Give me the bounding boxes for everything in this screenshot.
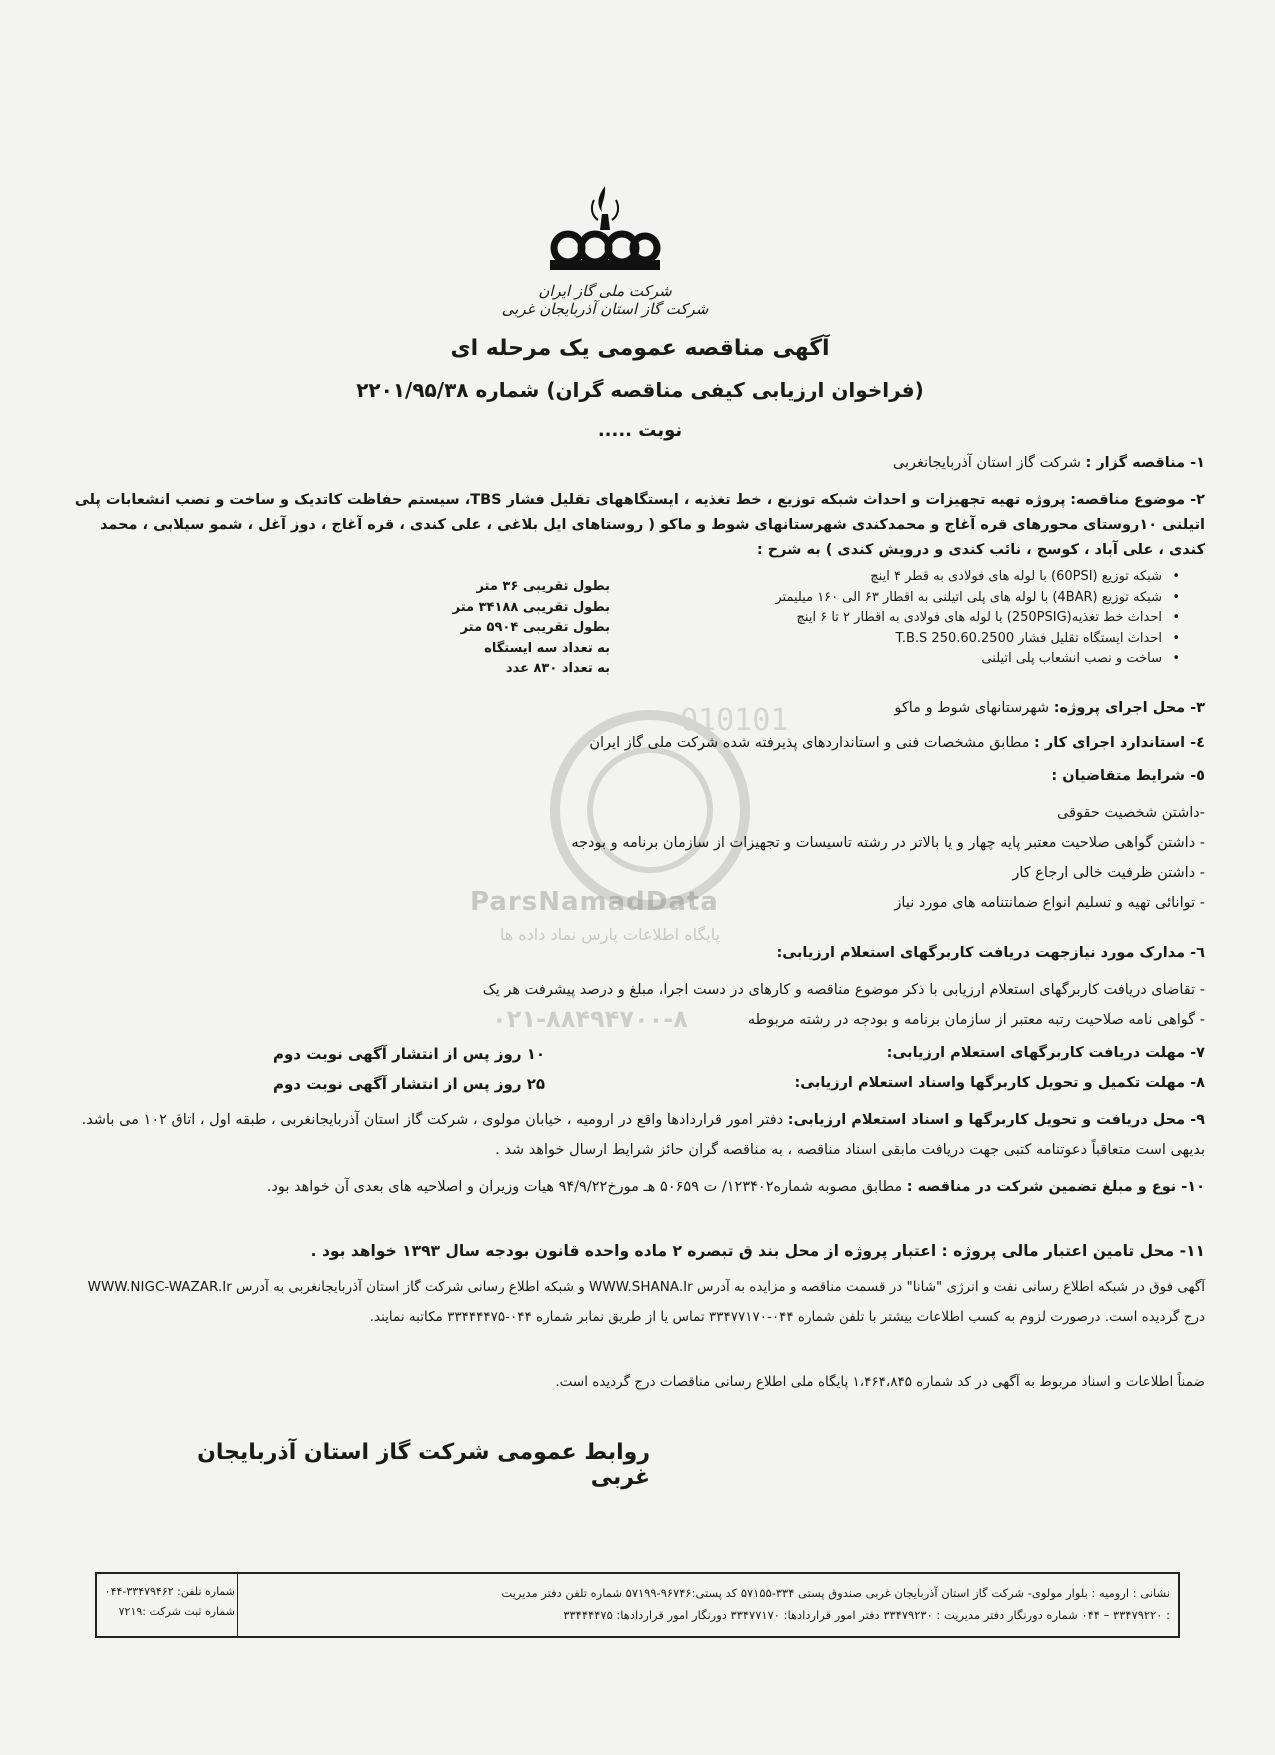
company-script-line2: شرکت گاز استان آذربایجان غربی bbox=[501, 300, 709, 318]
item-2 bbox=[65, 488, 1205, 563]
item-10-text: مطابق مصوبه شماره۱۲۳۴۰۲/ ت ۵۰۶۵۹ هـ مورخ۹۴/۹/۲۲ هیات وزیران و اصلاحیه های بعدی آن خواهد بود. bbox=[266, 1179, 903, 1195]
watermark-phone: ۰۲۱-۸۸۴۹۴۷۰۰-۸ bbox=[492, 1005, 688, 1033]
scope-list bbox=[740, 567, 1180, 670]
footer-contact-box bbox=[95, 1572, 1180, 1638]
scope-amount: به تعداد ۸۳۰ عدد bbox=[505, 661, 610, 676]
footer-company-info bbox=[103, 1582, 235, 1622]
item-3 bbox=[65, 700, 1205, 716]
watermark-subtitle: پایگاه اطلاعات پارس نماد داده ها bbox=[499, 925, 721, 944]
item-7-value: ۱۰ روز پس از انتشار آگهی نوبت دوم bbox=[272, 1045, 545, 1063]
publication-notice: آگهی فوق در شبکه اطلاع رسانی نفت و انرژی "شانا" در قسمت مناقصه و مزایده به آدرس WWW.SHANA.Ir و شبکه اطلاع رسانی شرکت گاز استان آذربایجانغربی به آدرس WWW.NIGC-WAZAR.Ir درج گردیده است. درصورت لزوم به کسب اطلاعات بیشتر با تلفن شماره ۰۴۴-۳۳۴۷۷۱۷۰ تماس یا از طریق نمابر شماره ۰۴۴-۳۳۴۴۴۴۷۵ مکاتبه نمایند. bbox=[87, 1279, 1205, 1325]
watermark-brand: ParsNamadData bbox=[470, 887, 719, 917]
item-8-label: ۸- مهلت تکمیل و تحویل کاربرگها واسناد استعلام ارزیابی: bbox=[794, 1075, 1205, 1091]
item-4 bbox=[65, 735, 1205, 751]
round-label: نوبت ..... bbox=[597, 420, 683, 441]
item-3-text: شهرستانهای شوط و ماکو bbox=[894, 700, 1050, 716]
document-line: - تقاضای دریافت کاربرگهای استعلام ارزیابی با ذکر موضوع مناقصه و کارهای در دست اجرا، مبلغ و درصد پیشرفت هر یک bbox=[482, 982, 1205, 998]
page-subtitle: (فراخوان ارزیابی کیفی مناقصه گران) شماره ۲۲۰۱/۹۵/۳۸ bbox=[356, 378, 924, 402]
footer-phone: شماره تلفن: ۳۳۴۷۹۴۶۲-۰۴۴ bbox=[104, 1585, 235, 1598]
requirement-line: - توانائی تهیه و تسلیم انواع ضمانتنامه های مورد نیاز bbox=[894, 895, 1205, 911]
item-4-label: ٤- استاندارد اجرای کار : bbox=[1034, 735, 1205, 751]
scope-item: • احداث ایستگاه تقلیل فشار T.B.S 250.60.2500 bbox=[740, 629, 1180, 650]
footer-address-line2: : ۳۳۴۷۹۲۲۰ – ۰۴۴ شماره دورنگار دفتر مدیریت : ۳۳۴۷۹۲۳۰ دفتر امور قراردادها: ۳۳۴۷۷۱۷۰ دورنگار امور قراردادها: ۳۳۴۴۴۴۷۵ bbox=[563, 1608, 1170, 1622]
item-6-list bbox=[65, 975, 1205, 1035]
scope-amount: بطول تقریبی ۳۶ متر bbox=[476, 579, 610, 594]
footer-registration: شماره ثبت شرکت :۷۲۱۹ bbox=[118, 1605, 235, 1618]
item-3-label: ۳- محل اجرای پروژه: bbox=[1053, 700, 1205, 716]
publication-notice-2: ضمناً اطلاعات و اسناد مربوط به آگهی در کد شماره ۱،۴۶۴،۸۴۵ پایگاه ملی اطلاع رسانی مناقصات درج گردیده است. bbox=[555, 1374, 1205, 1390]
requirement-line: -داشتن شخصیت حقوقی bbox=[1056, 805, 1205, 821]
item-4-text: مطابق مشخصات فنی و استانداردهای پذیرفته شده شرکت ملی گاز ایران bbox=[589, 735, 1030, 751]
item-9-label: ۹- محل دریافت و تحویل کاربرگها و اسناد استعلام ارزیابی: bbox=[787, 1112, 1205, 1128]
item-2-label: ۲- موضوع مناقصه: bbox=[1070, 492, 1205, 508]
nigc-logo-icon bbox=[540, 178, 670, 288]
scope-item: • ساخت و نصب انشعاب پلی اتیلنی bbox=[740, 649, 1180, 670]
item-6-label bbox=[65, 945, 1205, 961]
item-10-label: ۱۰- نوع و مبلغ تضمین شرکت در مناقصه : bbox=[906, 1179, 1205, 1195]
item-6-label-text: ٦- مدارک مورد نیازجهت دریافت کاربرگهای استعلام ارزیابی: bbox=[776, 945, 1205, 961]
item-9 bbox=[65, 1105, 1205, 1165]
requirement-line: - داشتن گواهی صلاحیت معتبر پایه چهار و یا بالاتر در رشته تاسیسات و تجهیزات از سازمان برنامه و بودجه bbox=[571, 835, 1205, 851]
scope-amount: بطول تقریبی ۵۹۰۴ متر bbox=[460, 620, 610, 635]
item-1-text: شرکت گاز استان آذربایجانغربی bbox=[892, 455, 1081, 471]
item-9-text: دفتر امور قراردادها واقع در ارومیه ، خیابان مولوی ، شرکت گاز استان آذربایجانغربی ، طبقه اول ، اتاق ۱۰۲ می باشد. بدیهی است متعاقباً دعوتنامه کتبی جهت دریافت مابقی اسناد مناقصه ، به مناقصه گران حائز شرایط ارسال خواهد شد . bbox=[81, 1112, 1205, 1158]
scope-amount: به تعداد سه ایستگاه bbox=[484, 640, 610, 656]
item-7-label: ۷- مهلت دریافت کاربرگهای استعلام ارزیابی: bbox=[886, 1045, 1205, 1061]
footer-address bbox=[250, 1582, 1170, 1626]
svg-text:010101: 010101 bbox=[680, 703, 789, 738]
signature-public-relations: روابط عمومی شرکت گاز استان آذربایجان غربی bbox=[197, 1440, 650, 1490]
document-line: - گواهی نامه صلاحیت رتبه معتبر از سازمان برنامه و بودجه در رشته مربوطه bbox=[747, 1012, 1205, 1028]
item-10 bbox=[65, 1172, 1205, 1202]
item-5-label-text: ٥- شرایط متقاضیان : bbox=[1051, 768, 1205, 784]
item-8-value: ۲۵ روز پس از انتشار آگهی نوبت دوم bbox=[272, 1075, 545, 1093]
company-name-script bbox=[500, 282, 710, 318]
scope-item: • شبکه توزیع (4BAR) با لوله های پلی اتیلنی به اقطار ۶۳ الی ۱۶۰ میلیمتر bbox=[740, 588, 1180, 609]
item-1 bbox=[65, 455, 1205, 471]
scope-item: • احداث خط تغذیه(250PSIG) با لوله های فولادی به اقطار ۲ تا ۶ اینچ bbox=[740, 608, 1180, 629]
scope-item: • شبکه توزیع (60PSI) با لوله های فولادی به قطر ۴ اینچ bbox=[740, 567, 1180, 588]
item-1-label: ۱- مناقصه گزار : bbox=[1085, 455, 1205, 471]
scope-amounts bbox=[410, 577, 610, 680]
item-5-list bbox=[65, 798, 1205, 918]
item-11: ۱۱- محل تامین اعتبار مالی پروژه : اعتبار پروژه از محل بند ق تبصره ۲ ماده واحده قانون بودجه سال ۱۳۹۳ خواهد بود . bbox=[310, 1242, 1205, 1260]
footer-address-line1: نشانی : ارومیه : بلوار مولوی- شرکت گاز استان آذربایجان غربی صندوق پستی ۳۳۴-۵۷۱۵۵ کد پستی:۹۶۷۴۶-۵۷۱۹۹ شماره تلفن دفتر مدیریت bbox=[501, 1586, 1170, 1600]
page-title: آگهی مناقصه عمومی یک مرحله ای bbox=[450, 336, 830, 361]
company-script-line1: شرکت ملی گاز ایران bbox=[538, 282, 672, 300]
scope-amount: بطول تقریبی ۳۴۱۸۸ متر bbox=[452, 599, 610, 615]
item-5-label bbox=[65, 768, 1205, 784]
requirement-line: - داشتن ظرفیت خالی ارجاع کار bbox=[1012, 865, 1205, 881]
footer-divider bbox=[237, 1574, 238, 1636]
item-2-text: پروژه تهیه تجهیزات و احداث شبکه توزیع ، خط تغذیه ، ایستگاههای تقلیل فشار TBS، سیستم حفاظت کاتدیک و ساخت و نصب انشعابات پلی اتیلنی ۱۰روستای محورهای قره آغاج و محمدکندی شهرستانهای شوط و ماکو ( روستاهای ایل بلاغی ، علی کندی ، قره آغاج ، دوز آغل ، شمو سیلابی ، محمد کندی ، علی آباد ، کوسج ، نائب کندی و درویش کندی ) به شرح : bbox=[74, 492, 1205, 558]
